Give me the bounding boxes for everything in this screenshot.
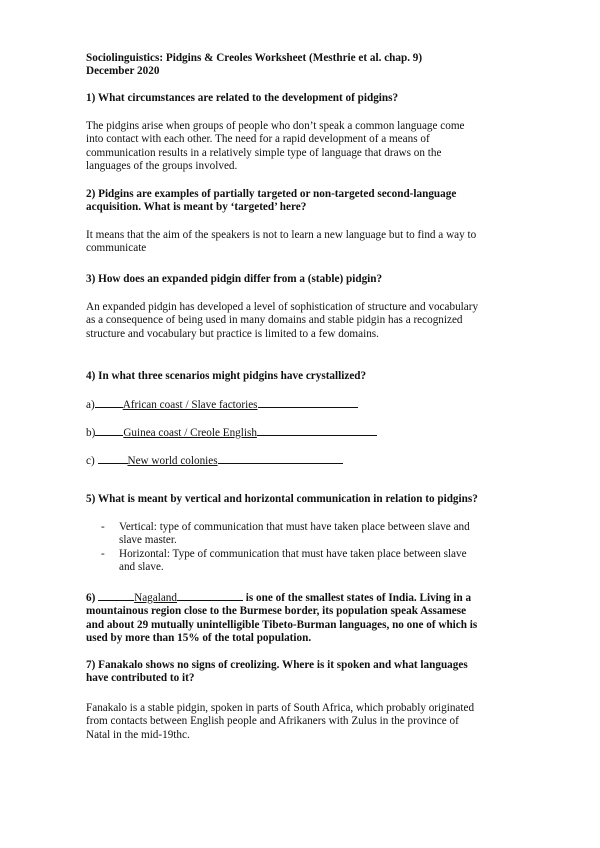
- blank-line: [177, 591, 243, 601]
- blank-line: [95, 398, 123, 408]
- q4-item-c: [86, 454, 526, 468]
- q7-heading-line: have contributed to it?: [86, 672, 195, 685]
- blank-line: [257, 426, 377, 436]
- q3-answer-line: as a consequence of being used in many domains and stable pidgin has a recognized: [86, 314, 463, 327]
- q2-heading-line: acquisition. What is meant by ‘targeted’ here?: [86, 201, 307, 214]
- q3-answer: [86, 301, 526, 341]
- q5-bullet-line: slave master.: [119, 534, 177, 547]
- dash-bullet: -: [101, 521, 105, 533]
- q4-item-prefix: b): [86, 427, 96, 439]
- q7-answer: [86, 702, 526, 742]
- q3-answer-line: structure and vocabulary but practice is limited to a few domains.: [86, 327, 379, 340]
- q4-item-answer: African coast / Slave factories: [122, 399, 258, 411]
- blank-line: [258, 398, 358, 408]
- q1-answer-line: communication results in a relatively simple type of language that draws on the: [86, 146, 442, 159]
- q4-item-b: [86, 426, 526, 440]
- q4-item-prefix: a): [86, 399, 95, 411]
- worksheet-header: [86, 52, 526, 79]
- q6-line: and about 29 mutually unintelligible Tibeto-Burman languages, no one of which is: [86, 618, 478, 631]
- blank-line: [95, 426, 123, 436]
- q5-heading: 5) What is meant by vertical and horizontal communication in relation to pidgins?: [86, 493, 478, 505]
- q1-answer-line: The pidgins arise when groups of people who don’t speak a common language come: [86, 120, 465, 132]
- blank-line: [98, 454, 128, 464]
- q5-bullets: [86, 521, 526, 574]
- q6-answer: Nagaland: [134, 592, 177, 604]
- q3-answer-line: An expanded pidgin has developed a level of sophistication of structure and vocabulary: [86, 301, 479, 313]
- q5-bullet-horizontal: [86, 548, 526, 575]
- q5-bullet-line: Vertical: type of communication that must have taken place between slave and: [119, 521, 470, 533]
- q5-bullet-line: Horizontal: Type of communication that must have taken place between slave: [119, 547, 467, 560]
- q5-bullet-line: and slave.: [119, 560, 164, 573]
- worksheet-date: December 2020: [86, 65, 160, 78]
- q6-line: mountainous region close to the Burmese border, its population speak Assamese: [86, 605, 467, 618]
- q1-heading: 1) What circumstances are related to the development of pidgins?: [86, 92, 399, 104]
- q2-answer: [86, 229, 526, 256]
- q7-answer-line: Fanakalo is a stable pidgin, spoken in parts of South Africa, which probably originated: [86, 702, 475, 714]
- q6-number: 6): [86, 592, 99, 604]
- q2-heading: [86, 188, 526, 215]
- q4-item-answer: New world colonies: [127, 455, 218, 467]
- q4-item-a: [86, 398, 526, 412]
- q3-heading: 3) How does an expanded pidgin differ from a (stable) pidgin?: [86, 273, 383, 285]
- q6-line: used by more than 15% of the total population.: [86, 631, 312, 644]
- q6-block: [86, 591, 526, 645]
- q2-answer-line: It means that the aim of the speakers is not to learn a new language but to find a way to: [86, 229, 477, 241]
- q1-answer-line: into contact with each other. The need for a rapid development of a means of: [86, 133, 430, 146]
- q4-item-prefix: c): [86, 455, 98, 467]
- blank-line: [218, 454, 343, 464]
- q6-first-line: [86, 591, 526, 605]
- q2-heading-line: 2) Pidgins are examples of partially targeted or non-targeted second-language: [86, 188, 457, 200]
- q7-heading: [86, 659, 526, 686]
- dash-bullet: -: [101, 547, 105, 560]
- q2-answer-line: communicate: [86, 242, 147, 255]
- worksheet-title: Sociolinguistics: Pidgins & Creoles Worksheet (Mesthrie et al. chap. 9): [86, 52, 423, 64]
- q7-answer-line: from contacts between English people and Afrikaners with Zulus in the province of: [86, 715, 459, 728]
- q4-heading: 4) In what three scenarios might pidgins have crystallized?: [86, 370, 367, 382]
- q6-text: is one of the smallest states of India. Living in a: [243, 592, 472, 604]
- q1-answer: [86, 120, 526, 173]
- q1-answer-line: languages of the groups involved.: [86, 159, 238, 172]
- q4-item-answer: Guinea coast / Creole English: [123, 427, 257, 439]
- q7-answer-line: Natal in the mid-19thc.: [86, 728, 190, 741]
- blank-line: [98, 591, 134, 601]
- q7-heading-line: 7) Fanakalo shows no signs of creolizing. Where is it spoken and what languages: [86, 659, 468, 671]
- q5-bullet-vertical: [86, 521, 526, 548]
